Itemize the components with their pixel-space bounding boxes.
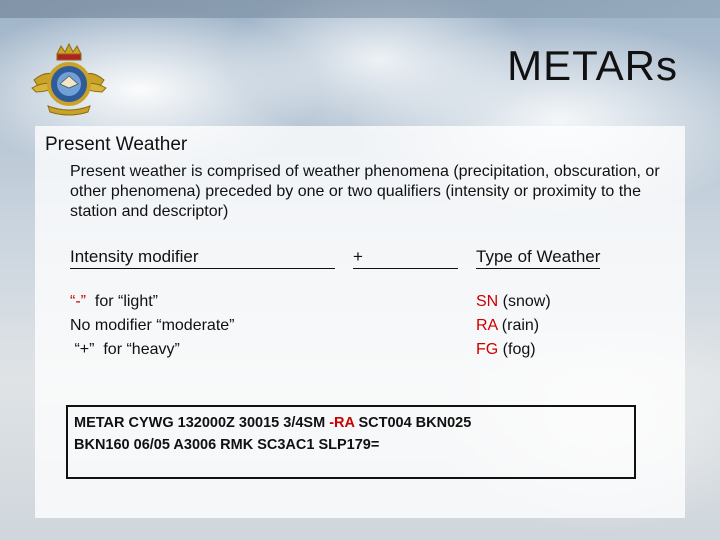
weather-text: (rain) (497, 317, 540, 334)
metar-example-box (66, 405, 636, 479)
weather-code: SN (476, 293, 499, 310)
section-heading: Present Weather (45, 134, 188, 155)
slide-title: METARs (507, 42, 678, 89)
modifier-text: for “light” (85, 293, 158, 310)
plus-header (353, 247, 458, 269)
top-band (0, 0, 720, 18)
modifier-text: for “heavy” (94, 341, 180, 358)
metar-line1-post: SCT004 BKN025 (354, 415, 472, 431)
weather-text: (snow) (498, 293, 551, 310)
list-item (70, 314, 235, 338)
list-item (476, 290, 551, 314)
weather-code: RA (476, 317, 498, 334)
metar-weather-code: -RA (329, 415, 355, 431)
list-item (70, 290, 235, 314)
metar-line-1 (74, 412, 628, 434)
weather-text: (fog) (498, 341, 536, 358)
modifier-code: “+” (70, 341, 95, 358)
slide-header (0, 18, 720, 120)
list-item (476, 338, 551, 362)
modifier-text: No modifier “moderate” (70, 317, 235, 334)
crest-icon (30, 40, 108, 118)
list-item (476, 314, 551, 338)
plus-sign: + (353, 247, 363, 266)
intensity-modifier-list (70, 290, 235, 362)
section-description: Present weather is comprised of weather phenomena (precipitation, obscuration, or other phenomena) preceded by one or two qualifiers (intensity or proximity to the station and descriptor) (70, 163, 660, 220)
metar-line1-pre: METAR CYWG 132000Z 30015 3/4SM (74, 415, 330, 431)
weather-code: FG (476, 341, 499, 358)
metar-line-2: BKN160 06/05 A3006 RMK SC3AC1 SLP179= (74, 437, 380, 453)
modifier-code: “-” (70, 293, 86, 310)
weather-type-list (476, 290, 551, 362)
intensity-modifier-header: Intensity modifier (70, 247, 335, 269)
type-of-weather-header: Type of Weather (476, 247, 600, 269)
list-item (70, 338, 235, 362)
